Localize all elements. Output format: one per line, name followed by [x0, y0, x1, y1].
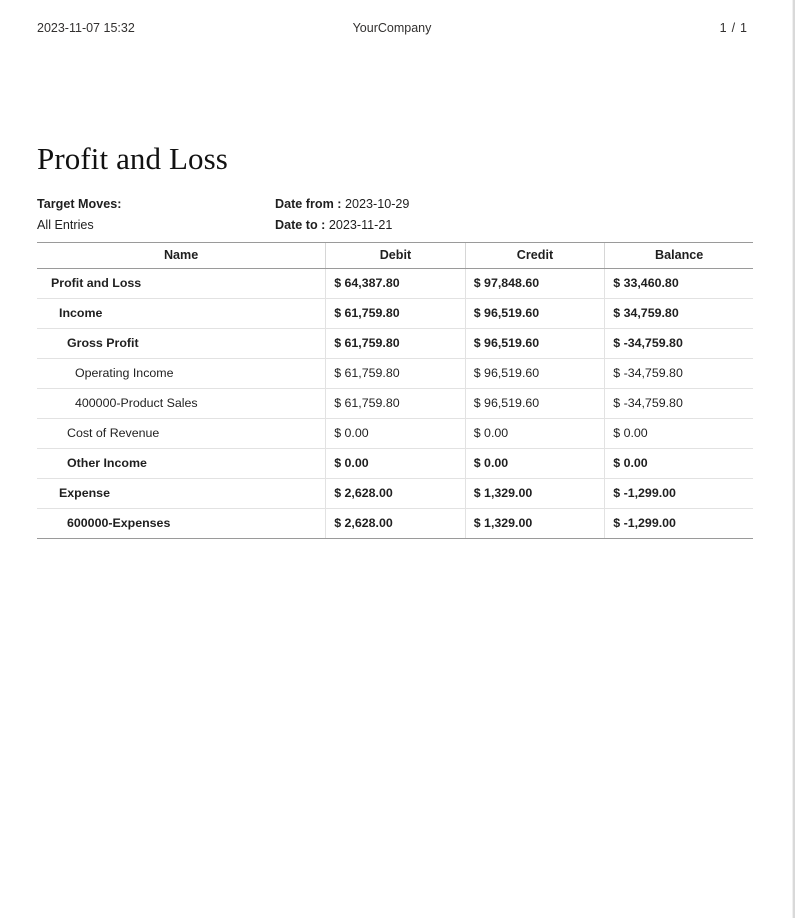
header-datetime: 2023-11-07 15:32: [37, 21, 135, 35]
row-credit: $ 1,329.00: [465, 479, 605, 509]
row-debit: $ 2,628.00: [326, 509, 466, 539]
meta-target-moves: [37, 194, 267, 236]
date-to-label: Date to :: [275, 218, 326, 232]
row-debit: $ 61,759.80: [326, 299, 466, 329]
table-row: [37, 299, 753, 329]
table-row: [37, 509, 753, 539]
row-balance: $ 0.00: [605, 449, 753, 479]
row-balance: $ -34,759.80: [605, 389, 753, 419]
page-header: [37, 21, 747, 39]
row-name: Profit and Loss: [37, 269, 326, 299]
target-moves-value-row: [37, 215, 267, 236]
table-row: [37, 269, 753, 299]
row-name: 600000-Expenses: [37, 509, 326, 539]
row-name: Income: [37, 299, 326, 329]
row-name: Other Income: [37, 449, 326, 479]
target-moves-value: All Entries: [37, 218, 94, 232]
row-debit: $ 61,759.80: [326, 329, 466, 359]
row-balance: $ 33,460.80: [605, 269, 753, 299]
table-row: [37, 419, 753, 449]
row-balance: $ -34,759.80: [605, 359, 753, 389]
table-row: [37, 359, 753, 389]
table-row: [37, 479, 753, 509]
table-header: [37, 243, 753, 269]
report-content: [37, 140, 753, 539]
row-name: Cost of Revenue: [37, 419, 326, 449]
profit-and-loss-table: [37, 242, 753, 539]
row-balance: $ -1,299.00: [605, 479, 753, 509]
table-row: [37, 449, 753, 479]
page-current: 1: [719, 21, 727, 35]
date-to-row: [275, 215, 675, 236]
row-name: Operating Income: [37, 359, 326, 389]
row-balance: $ 0.00: [605, 419, 753, 449]
row-name: 400000-Product Sales: [37, 389, 326, 419]
column-header-credit: Credit: [465, 243, 605, 269]
row-debit: $ 61,759.80: [326, 359, 466, 389]
table-body: [37, 269, 753, 539]
target-moves-label-row: [37, 194, 267, 215]
page-title: Profit and Loss: [37, 141, 228, 176]
column-header-name: Name: [37, 243, 326, 269]
row-debit: $ 64,387.80: [326, 269, 466, 299]
date-to-value: 2023-11-21: [328, 218, 393, 232]
page-right-edge-soft: [792, 0, 793, 918]
table-row: [37, 389, 753, 419]
table-row: [37, 329, 753, 359]
date-from-row: [275, 194, 675, 215]
date-from-label: Date from :: [275, 197, 342, 211]
header-pagination: [720, 21, 747, 35]
row-name: Expense: [37, 479, 326, 509]
date-from-value: 2023-10-29: [344, 197, 410, 211]
row-credit: $ 97,848.60: [465, 269, 605, 299]
page-separator: /: [731, 21, 736, 35]
row-balance: $ -34,759.80: [605, 329, 753, 359]
row-debit: $ 2,628.00: [326, 479, 466, 509]
row-name: Gross Profit: [37, 329, 326, 359]
header-company: YourCompany: [352, 21, 432, 35]
row-credit: $ 0.00: [465, 449, 605, 479]
row-credit: $ 0.00: [465, 419, 605, 449]
row-credit: $ 96,519.60: [465, 389, 605, 419]
row-debit: $ 0.00: [326, 419, 466, 449]
row-credit: $ 96,519.60: [465, 359, 605, 389]
row-credit: $ 1,329.00: [465, 509, 605, 539]
row-credit: $ 96,519.60: [465, 329, 605, 359]
row-debit: $ 61,759.80: [326, 389, 466, 419]
target-moves-label: Target Moves:: [37, 197, 122, 211]
column-header-debit: Debit: [326, 243, 466, 269]
row-credit: $ 96,519.60: [465, 299, 605, 329]
table-header-row: [37, 243, 753, 269]
row-debit: $ 0.00: [326, 449, 466, 479]
report-meta: [37, 194, 753, 234]
column-header-balance: Balance: [605, 243, 753, 269]
page-total: 1: [740, 21, 747, 35]
meta-date-range: [275, 194, 675, 236]
row-balance: $ 34,759.80: [605, 299, 753, 329]
row-balance: $ -1,299.00: [605, 509, 753, 539]
